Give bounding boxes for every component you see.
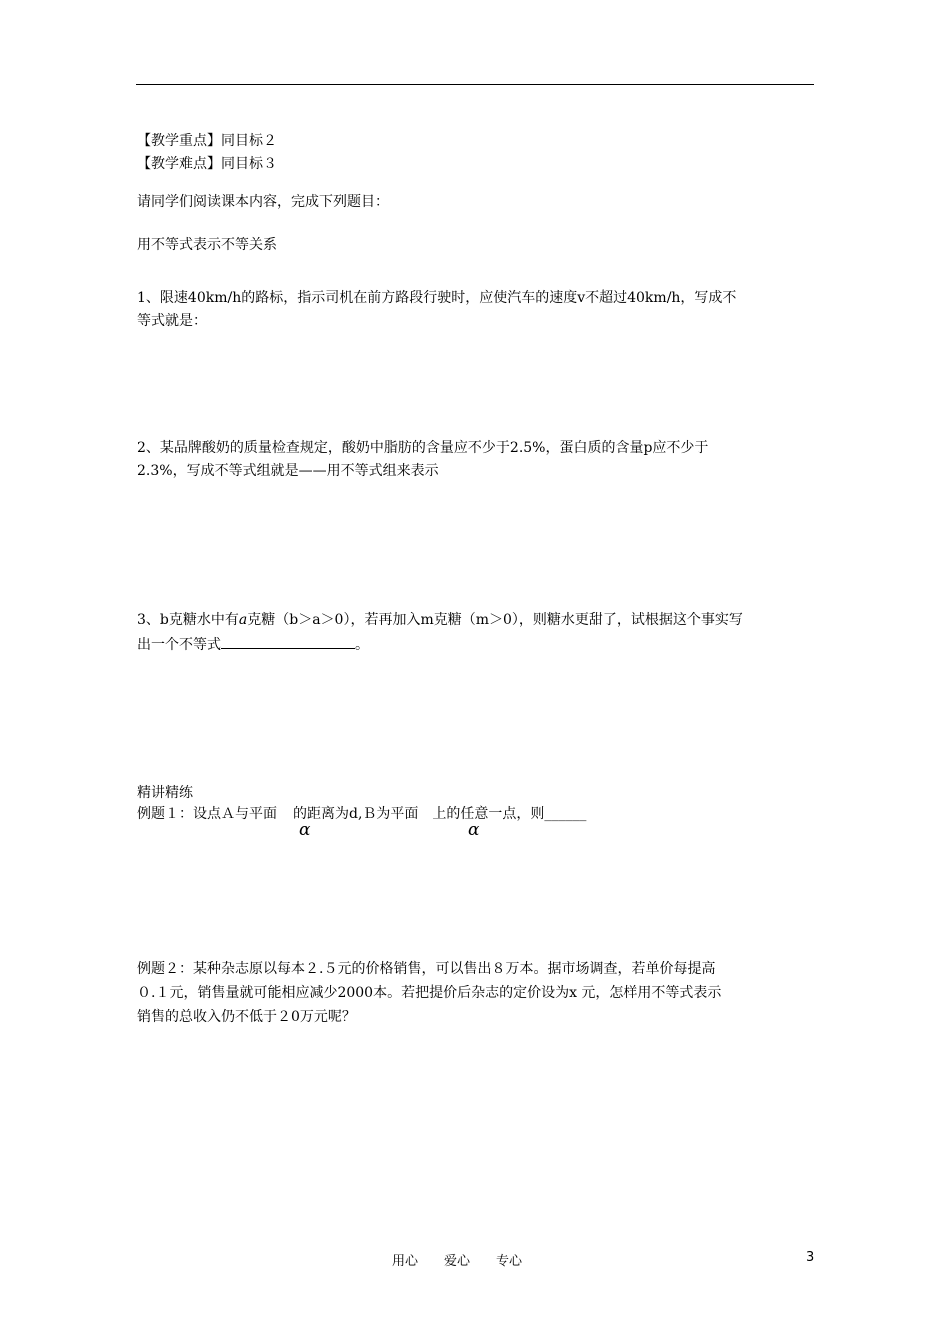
question-2-line-2: 2.3%，写成不等式组就是——用不等式组来表示 — [137, 463, 439, 479]
question-3-line-1 — [137, 612, 743, 628]
example-2-line-2: ０.１元，销售量就可能相应减少2000本。若把提价后杂志的定价设为x 元，怎样用不等式表示 — [137, 985, 722, 1001]
q3-text-d: 。 — [355, 637, 369, 653]
page-number: 3 — [806, 1250, 815, 1265]
question-1-line-1: 1、限速40km/h的路标，指示司机在前方路段行驶时，应使汽车的速度v不超过40km/h，写成不 — [137, 290, 737, 306]
q3-text-a: 3、b克糖水中有 — [137, 612, 239, 628]
answer-blank — [221, 636, 355, 649]
q3-text-b: 克糖（b＞a＞0），若再加入m克糖（m＞0），则糖水更甜了，试根据这个事实写 — [247, 612, 743, 628]
ex1-text-a: 例题１：设点Ａ与平面 — [137, 806, 277, 822]
intro-text: 请同学们阅读课本内容，完成下列题目： — [137, 194, 389, 210]
example-2-line-1: 例题２：某种杂志原以每本２.５元的价格销售，可以售出８万本。据市场调查，若单价每提高 — [137, 961, 716, 977]
header-rule — [136, 84, 814, 85]
alpha-symbol-1: α — [299, 820, 311, 840]
question-1-line-2: 等式就是： — [137, 313, 207, 329]
ex1-text-c: 上的任意一点，则______ — [432, 806, 587, 822]
teaching-difficulty: 【教学难点】同目标３ — [137, 156, 277, 172]
question-2-line-1: 2、某品牌酸奶的质量检查规定，酸奶中脂肪的含量应不少于2.5%，蛋白质的含量p应不少于 — [137, 440, 709, 456]
q3-text-c: 出一个不等式 — [137, 637, 221, 653]
example-1 — [137, 806, 586, 822]
practice-title: 精讲精练 — [137, 785, 193, 801]
q3-variable-a: a — [238, 612, 248, 628]
ex1-text-b: 的距离为d,Ｂ为平面 — [293, 806, 419, 822]
footer-motto: 用心 爱心 专心 — [392, 1254, 523, 1269]
section-title: 用不等式表示不等关系 — [137, 237, 277, 253]
alpha-symbol-2: α — [468, 820, 480, 840]
question-3-line-2 — [137, 636, 369, 653]
teaching-focus: 【教学重点】同目标２ — [137, 133, 277, 149]
example-2-line-3: 销售的总收入仍不低于２0万元呢？ — [137, 1009, 356, 1025]
